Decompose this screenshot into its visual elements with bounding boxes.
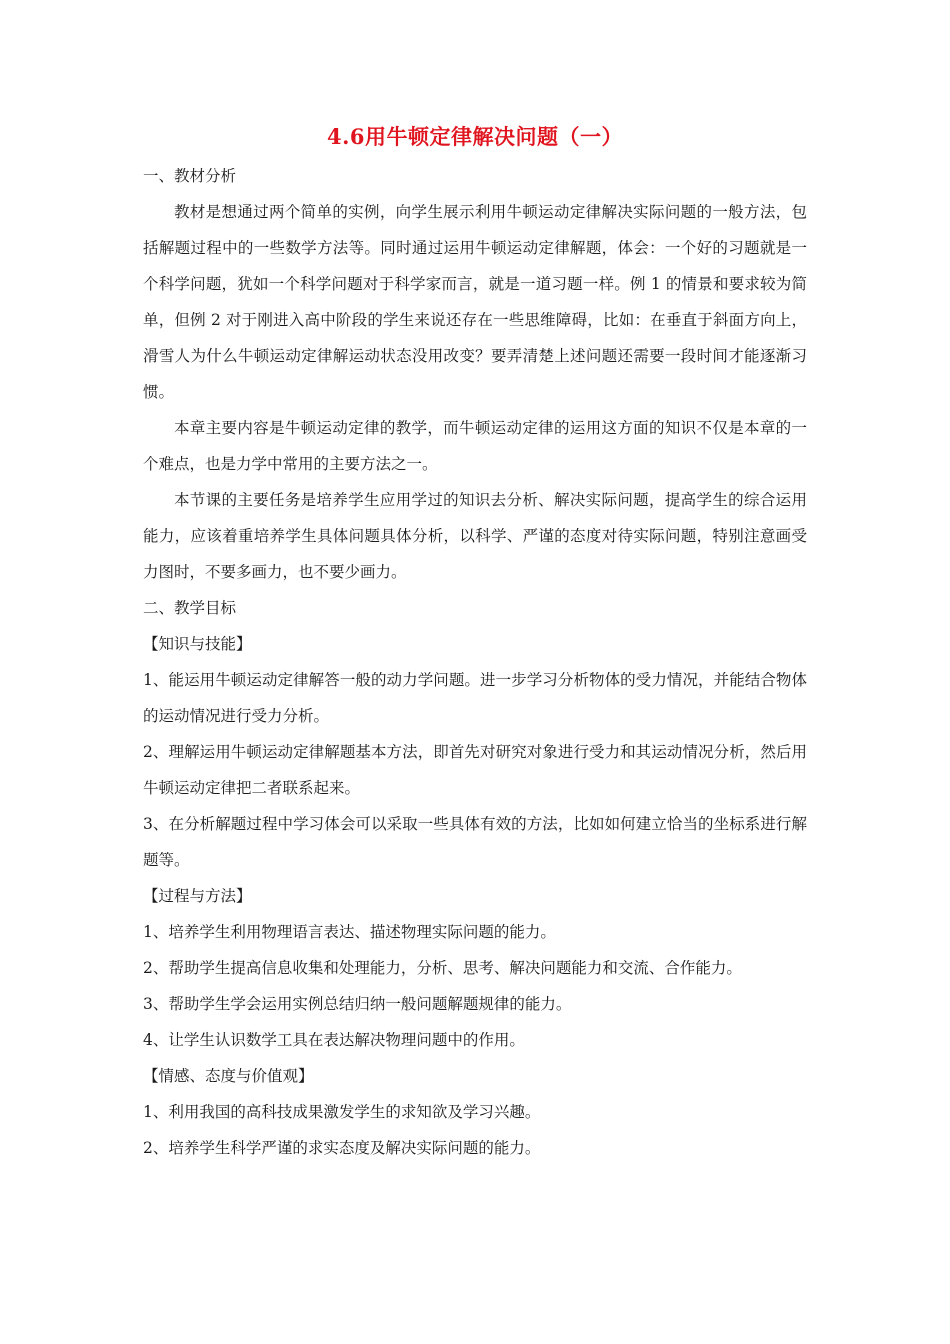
paragraph: 本章主要内容是牛顿运动定律的教学，而牛顿运动定律的运用这方面的知识不仅是本章的一个难点，也是力学中常用的主要方法之一。 <box>143 419 807 473</box>
paragraph: 教材是想通过两个简单的实例，向学生展示利用牛顿运动定律解决实际问题的一般方法，包括解题过程中的一些数学方法等。同时通过运用牛顿运动定律解题，体会：一个好的习题就是一个科学问题，犹如一个科学问题对于科学家而言，就是一道习题一样。例 1 的情景和要求较为简单，但例 2 对于刚进入高中阶段的学生来说还存在一些思维障碍，比如：在垂直于斜面方向上，滑雪人为什么牛顿运动定律解运动状态没用改变？要弄清楚上述问题还需要一段时间才能逐渐习惯。 <box>143 203 807 401</box>
section-heading-objectives: 二、教学目标 <box>143 599 237 617</box>
list-item: 4、让学生认识数学工具在表达解决物理问题中的作用。 <box>143 1031 525 1049</box>
subheading-knowledge-skills: 【知识与技能】 <box>143 635 252 653</box>
list-item: 1、利用我国的高科技成果激发学生的求知欲及学习兴趣。 <box>143 1103 541 1121</box>
paragraph: 本节课的主要任务是培养学生应用学过的知识去分析、解决实际问题，提高学生的综合运用能力，应该着重培养学生具体问题具体分析，以科学、严谨的态度对待实际问题，特别注意画受力图时，不要多画力，也不要少画力。 <box>143 491 807 581</box>
document-page <box>143 120 807 1166</box>
list-item: 3、在分析解题过程中学习体会可以采取一些具体有效的方法，比如如何建立恰当的坐标系进行解题等。 <box>143 815 807 869</box>
list-item: 1、能运用牛顿运动定律解答一般的动力学问题。进一步学习分析物体的受力情况，并能结合物体的运动情况进行受力分析。 <box>143 671 807 725</box>
section-heading-materials: 一、教材分析 <box>143 167 237 185</box>
list-item: 3、帮助学生学会运用实例总结归纳一般问题解题规律的能力。 <box>143 995 572 1013</box>
subheading-emotion-values: 【情感、态度与价值观】 <box>143 1067 314 1085</box>
list-item: 2、培养学生科学严谨的求实态度及解决实际问题的能力。 <box>143 1139 541 1157</box>
subheading-process-methods: 【过程与方法】 <box>143 887 252 905</box>
list-item: 1、培养学生利用物理语言表达、描述物理实际问题的能力。 <box>143 923 556 941</box>
list-item: 2、帮助学生提高信息收集和处理能力，分析、思考、解决问题能力和交流、合作能力。 <box>143 959 742 977</box>
document-title: 4.6用牛顿定律解决问题（一） <box>326 124 624 149</box>
list-item: 2、理解运用牛顿运动定律解题基本方法，即首先对研究对象进行受力和其运动情况分析，然后用牛顿运动定律把二者联系起来。 <box>143 743 807 797</box>
